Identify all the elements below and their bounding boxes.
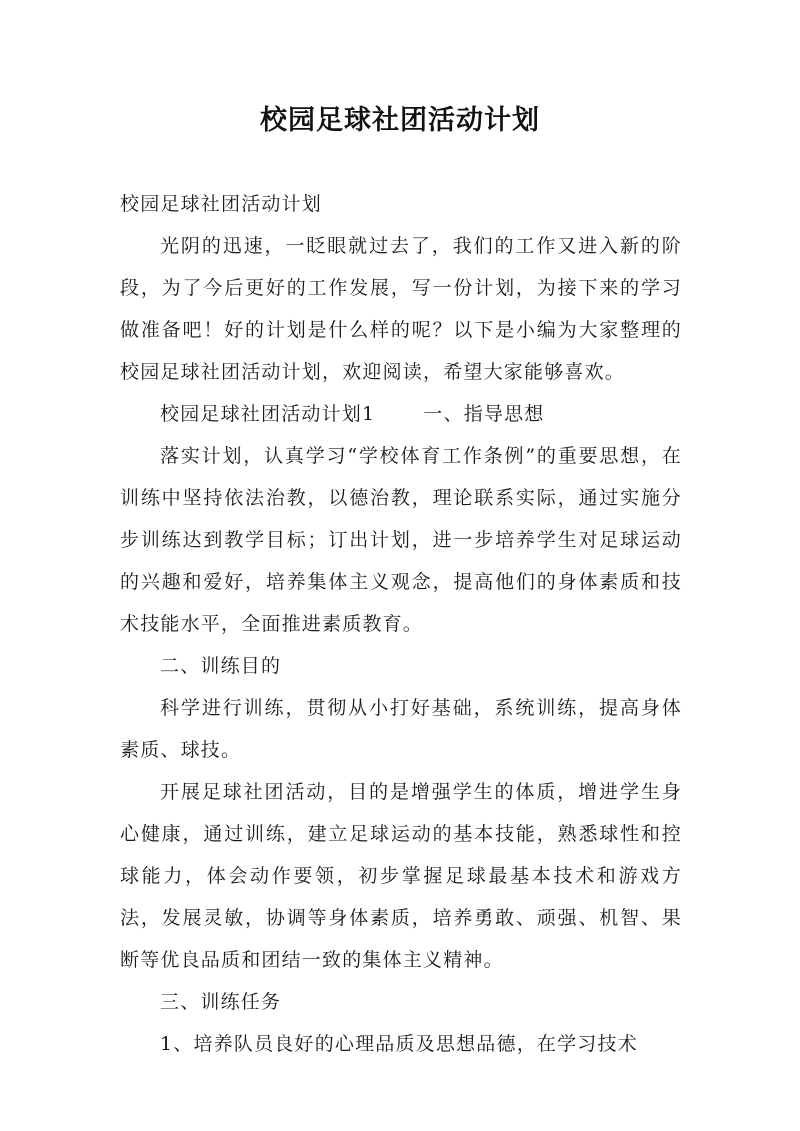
document-subtitle: 校园足球社团活动计划 (120, 193, 323, 215)
section2-paragraph-1: 科学进行训练，贯彻从小打好基础，系统训练，提高身体素质、球技。 (120, 697, 682, 761)
intro-paragraph: 光阴的迅速，一眨眼就过去了，我们的工作又进入新的阶段，为了今后更好的工作发展，写一份计划，为接下来的学习做准备吧！好的计划是什么样的呢？以下是小编为大家整理的校园足球社团活动计划，欢迎阅读，希望大家能够喜欢。 (120, 235, 682, 383)
section1-heading: 一、指导思想 (423, 403, 545, 425)
section1-paragraph: 落实计划，认真学习“学校体育工作条例”的重要思想，在训练中坚持依法治教，以德治教，理论联系实际，通过实施分步训练达到教学目标；订出计划，进一步培养学生对足球运动的兴趣和爱好，培养集体主义观念，提高他们的身体素质和技术技能水平，全面推进素质教育。 (120, 445, 682, 635)
section2-heading: 二、训练目的 (160, 655, 282, 677)
plan-heading-line (120, 393, 682, 435)
section2-paragraph-2: 开展足球社团活动，目的是增强学生的体质，增进学生身心健康，通过训练，建立足球运动的基本技能，熟悉球性和控球能力，体会动作要领，初步掌握足球最基本技术和游戏方法，发展灵敏，协调等身体素质，培养勇敢、顽强、机智、果断等优良品质和团结一致的集体主义精神。 (120, 781, 682, 971)
plan-heading: 校园足球社团活动计划1 (160, 403, 376, 425)
document-body (120, 183, 682, 1065)
document-title: 校园足球社团活动计划 (260, 105, 540, 136)
section3-heading: 三、训练任务 (160, 991, 282, 1013)
section3-item-1: 1、培养队员良好的心理品质及思想品德，在学习技术 (160, 1033, 638, 1055)
